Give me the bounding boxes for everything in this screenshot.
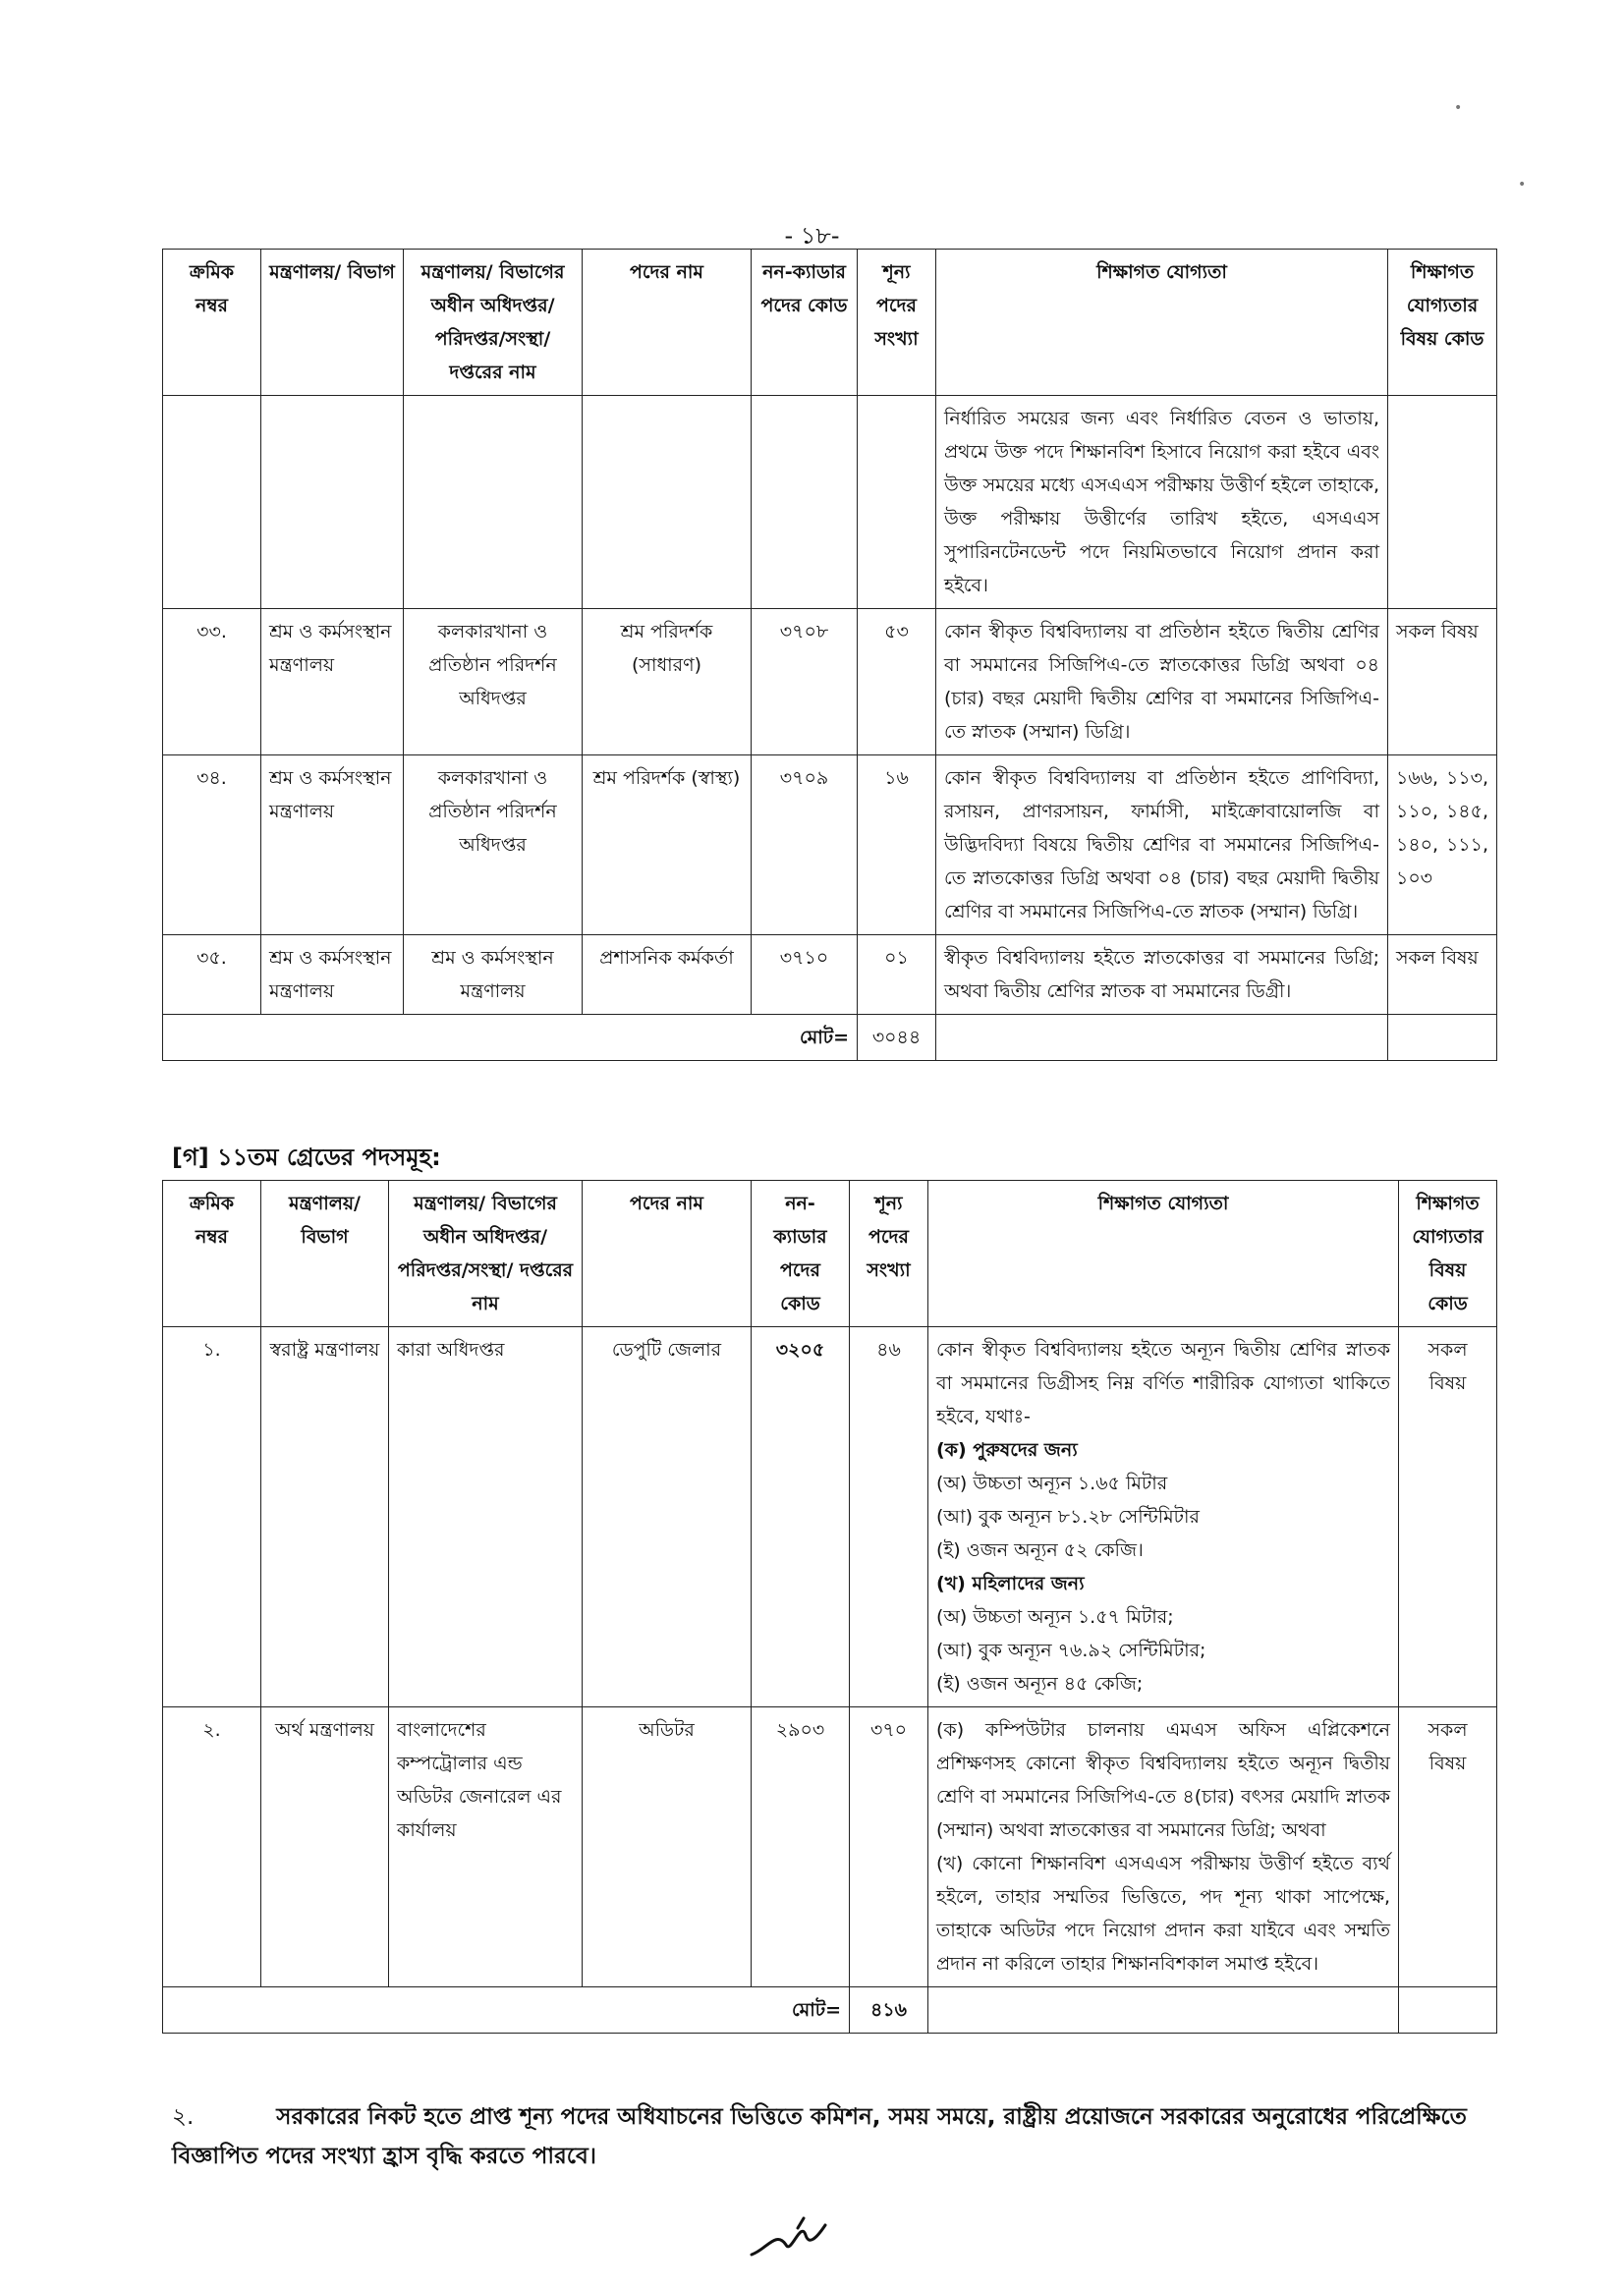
female-item: (ই) ওজন অন্যূন ৪৫ কেজি; bbox=[936, 1673, 1144, 1695]
serial-cell: ৩৫. bbox=[163, 935, 261, 1015]
vacancy-cell: ৫৩ bbox=[858, 609, 936, 755]
header-office: মন্ত্রণালয়/ বিভাগের অধীন অধিদপ্তর/ পরিদপ্তর/সংস্থা/ দপ্তরের নাম bbox=[389, 1181, 583, 1327]
male-item: (অ) উচ্চতা অন্যূন ১.৬৫ মিটার bbox=[936, 1473, 1168, 1494]
table-row bbox=[163, 935, 1497, 1015]
code-cell: ৩২০৫ bbox=[752, 1327, 850, 1707]
ministry-cell: শ্রম ও কর্মসংস্থান মন্ত্রণালয় bbox=[261, 755, 404, 935]
female-heading: (খ) মহিলাদের জন্য bbox=[936, 1573, 1085, 1594]
header-vacancy: শূন্য পদের সংখ্যা bbox=[850, 1181, 928, 1327]
office-cell: কলকারখানা ও প্রতিষ্ঠান পরিদর্শন অধিদপ্তর bbox=[404, 755, 583, 935]
office-cell: শ্রম ও কর্মসংস্থান মন্ত্রণালয় bbox=[404, 935, 583, 1015]
header-serial: ক্রমিক নম্বর bbox=[163, 1181, 261, 1327]
header-ministry: মন্ত্রণালয়/ বিভাগ bbox=[261, 250, 404, 396]
qualification-cell: কোন স্বীকৃত বিশ্ববিদ্যালয় বা প্রতিষ্ঠান হইতে দ্বিতীয় শ্রেণির বা সমমানের সিজিপিএ-তে স্নাতকোত্তর ডিগ্রি অথবা ০৪ (চার) বছর মেয়াদী দ্বিতীয় শ্রেণির বা সমমানের সিজিপিএ-তে স্নাতক (সম্মান) ডিগ্রি। bbox=[936, 609, 1388, 755]
total-row bbox=[163, 1987, 1497, 2034]
scan-mark: • bbox=[1454, 100, 1463, 116]
header-code: নন-ক্যাডার পদের কোড bbox=[752, 250, 858, 396]
female-item: (অ) উচ্চতা অন্যূন ১.৫৭ মিটার; bbox=[936, 1606, 1174, 1628]
header-office: মন্ত্রণালয়/ বিভাগের অধীন অধিদপ্তর/ পরিদপ্তর/সংস্থা/ দপ্তরের নাম bbox=[404, 250, 583, 396]
total-value: ৪১৬ bbox=[850, 1987, 928, 2034]
table-row bbox=[163, 1707, 1497, 1987]
ministry-cell: অর্থ মন্ত্রণালয় bbox=[261, 1707, 389, 1987]
subject-code-cell: ১৬৬, ১১৩, ১১০, ১৪৫, ১৪০, ১১১, ১০৩ bbox=[1388, 755, 1497, 935]
header-ministry: মন্ত্রণালয়/ বিভাগ bbox=[261, 1181, 389, 1327]
office-cell: কারা অধিদপ্তর bbox=[389, 1327, 583, 1707]
table-row bbox=[163, 755, 1497, 935]
post-cell: অডিটর bbox=[583, 1707, 752, 1987]
code-cell: ৩৭০৮ bbox=[752, 609, 858, 755]
total-row bbox=[163, 1015, 1497, 1061]
total-label: মোট= bbox=[163, 1987, 850, 2034]
table-header-row bbox=[163, 250, 1497, 396]
male-heading: (ক) পুরুষদের জন্য bbox=[936, 1439, 1078, 1461]
post-cell: প্রশাসনিক কর্মকর্তা bbox=[583, 935, 752, 1015]
post-cell: শ্রম পরিদর্শক (সাধারণ) bbox=[583, 609, 752, 755]
ministry-cell: শ্রম ও কর্মসংস্থান মন্ত্রণালয় bbox=[261, 935, 404, 1015]
continued-qualification: নির্ধারিত সময়ের জন্য এবং নির্ধারিত বেতন ও ভাতায়, প্রথমে উক্ত পদে শিক্ষানবিশ হিসাবে নিয়োগ করা হইবে এবং উক্ত সময়ের মধ্যে এসএএস পরীক্ষায় উত্তীর্ণ হইলে তাহাকে, উক্ত পরীক্ষায় উত্তীর্ণের তারিখ হইতে, এসএএস সুপারিনটেনডেন্ট পদে নিয়মিতভাবে নিয়োগ প্রদান করা হইবে। bbox=[936, 396, 1388, 609]
serial-cell: ৩৪. bbox=[163, 755, 261, 935]
header-post-name: পদের নাম bbox=[583, 250, 752, 396]
serial-cell: ২. bbox=[163, 1707, 261, 1987]
qualification-cell: কোন স্বীকৃত বিশ্ববিদ্যালয় বা প্রতিষ্ঠান হইতে প্রাণিবিদ্যা, রসায়ন, প্রাণরসায়ন, ফার্মাসী, মাইক্রোবায়োলজি বা উদ্ভিদবিদ্যা বিষয়ে দ্বিতীয় শ্রেণির বা সমমানের সিজিপিএ-তে স্নাতকোত্তর ডিগ্রি অথবা ০৪ (চার) বছর মেয়াদী দ্বিতীয় শ্রেণির বা সমমানের সিজিপিএ-তে স্নাতক (সম্মান) ডিগ্রি। bbox=[936, 755, 1388, 935]
table-row-continued bbox=[163, 396, 1497, 609]
female-item: (আ) বুক অন্যূন ৭৬.৯২ সেন্টিমিটার; bbox=[936, 1640, 1206, 1661]
header-qualification: শিক্ষাগত যোগ্যতা bbox=[936, 250, 1388, 396]
section-heading: [গ] ১১তম গ্রেডের পদসমূহ: bbox=[172, 1144, 441, 1171]
qualification-cell bbox=[928, 1707, 1399, 1987]
vacancy-table-part1 bbox=[162, 249, 1497, 1061]
header-serial: ক্রমিক নম্বর bbox=[163, 250, 261, 396]
footnote-text: সরকারের নিকট হতে প্রাপ্ত শূন্য পদের অধিযাচনের ভিত্তিতে কমিশন, সময় সময়ে, রাষ্ট্রীয় প্রয়োজনে সরকারের অনুরোধের পরিপ্রেক্ষিতে বিজ্ঞাপিত পদের সংখ্যা হ্রাস বৃদ্ধি করতে পারবে। bbox=[172, 2104, 1467, 2169]
header-vacancy: শূন্য পদের সংখ্যা bbox=[858, 250, 936, 396]
subject-code-cell: সকল বিষয় bbox=[1388, 935, 1497, 1015]
vacancy-table-grade11 bbox=[162, 1180, 1497, 2034]
qualification-cell: স্বীকৃত বিশ্ববিদ্যালয় হইতে স্নাতকোত্তর বা সমমানের ডিগ্রি; অথবা দ্বিতীয় শ্রেণির স্নাতক বা সমমানের ডিগ্রী। bbox=[936, 935, 1388, 1015]
table-header-row bbox=[163, 1181, 1497, 1327]
subject-code-cell: সকল বিষয় bbox=[1388, 609, 1497, 755]
male-item: (ই) ওজন অন্যূন ৫২ কেজি। bbox=[936, 1539, 1144, 1561]
header-code: নন-ক্যাডার পদের কোড bbox=[752, 1181, 850, 1327]
ministry-cell: স্বরাষ্ট্র মন্ত্রণালয় bbox=[261, 1327, 389, 1707]
qualification-option-b: (খ) কোনো শিক্ষানবিশ এসএএস পরীক্ষায় উত্তীর্ণ হইতে ব্যর্থ হইলে, তাহার সম্মতির ভিত্তিতে, পদ শূন্য থাকা সাপেক্ষে, তাহাকে অডিটর পদে নিয়োগ প্রদান করা যাইবে এবং সম্মতি প্রদান না করিলে তাহার শিক্ষানবিশকাল সমাপ্ত হইবে। bbox=[936, 1853, 1390, 1975]
post-cell: ডেপুটি জেলার bbox=[583, 1327, 752, 1707]
table-row bbox=[163, 1327, 1497, 1707]
male-item: (আ) বুক অন্যূন ৮১.২৮ সেন্টিমিটার bbox=[936, 1506, 1200, 1528]
serial-cell: ১. bbox=[163, 1327, 261, 1707]
qualification-intro: কোন স্বীকৃত বিশ্ববিদ্যালয় হইতে অন্যূন দ্বিতীয় শ্রেণির স্নাতক বা সমমানের ডিগ্রীসহ নিম্ন বর্ণিত শারীরিক যোগ্যতা থাকিতে হইবে, যথাঃ- bbox=[936, 1339, 1390, 1427]
header-qualification: শিক্ষাগত যোগ্যতা bbox=[928, 1181, 1399, 1327]
scan-mark: • bbox=[1518, 177, 1527, 193]
vacancy-cell: ৪৬ bbox=[850, 1327, 928, 1707]
page-number: - ১৮- bbox=[784, 222, 840, 250]
header-post-name: পদের নাম bbox=[583, 1181, 752, 1327]
ministry-cell: শ্রম ও কর্মসংস্থান মন্ত্রণালয় bbox=[261, 609, 404, 755]
footnote bbox=[172, 2097, 1498, 2176]
code-cell: ২৯০৩ bbox=[752, 1707, 850, 1987]
vacancy-cell: ০১ bbox=[858, 935, 936, 1015]
vacancy-cell: ৩৭০ bbox=[850, 1707, 928, 1987]
header-subject-code: শিক্ষাগত যোগ্যতার বিষয় কোড bbox=[1399, 1181, 1497, 1327]
office-cell: কলকারখানা ও প্রতিষ্ঠান পরিদর্শন অধিদপ্তর bbox=[404, 609, 583, 755]
serial-cell: ৩৩. bbox=[163, 609, 261, 755]
total-label: মোট= bbox=[163, 1015, 858, 1061]
qualification-cell bbox=[928, 1327, 1399, 1707]
office-cell: বাংলাদেশের কম্পট্রোলার এন্ড অডিটর জেনারেল এর কার্যালয় bbox=[389, 1707, 583, 1987]
header-subject-code: শিক্ষাগত যোগ্যতার বিষয় কোড bbox=[1388, 250, 1497, 396]
post-cell: শ্রম পরিদর্শক (স্বাস্থ্য) bbox=[583, 755, 752, 935]
table-row bbox=[163, 609, 1497, 755]
qualification-option-a: (ক) কম্পিউটার চালনায় এমএস অফিস এপ্লিকেশনে প্রশিক্ষণসহ কোনো স্বীকৃত বিশ্ববিদ্যালয় হইতে অন্যূন দ্বিতীয় শ্রেণি বা সমমানের সিজিপিএ-তে ৪(চার) বৎসর মেয়াদি স্নাতক (সম্মান) অথবা স্নাতকোত্তর বা সমমানের ডিগ্রি; অথবা bbox=[936, 1719, 1390, 1841]
footnote-number: ২. bbox=[172, 2104, 195, 2130]
total-value: ৩০৪৪ bbox=[858, 1015, 936, 1061]
code-cell: ৩৭০৯ bbox=[752, 755, 858, 935]
subject-code-cell: সকল বিষয় bbox=[1399, 1327, 1497, 1707]
vacancy-cell: ১৬ bbox=[858, 755, 936, 935]
code-cell: ৩৭১০ bbox=[752, 935, 858, 1015]
subject-code-cell: সকল বিষয় bbox=[1399, 1707, 1497, 1987]
signature-mark bbox=[747, 2210, 835, 2269]
